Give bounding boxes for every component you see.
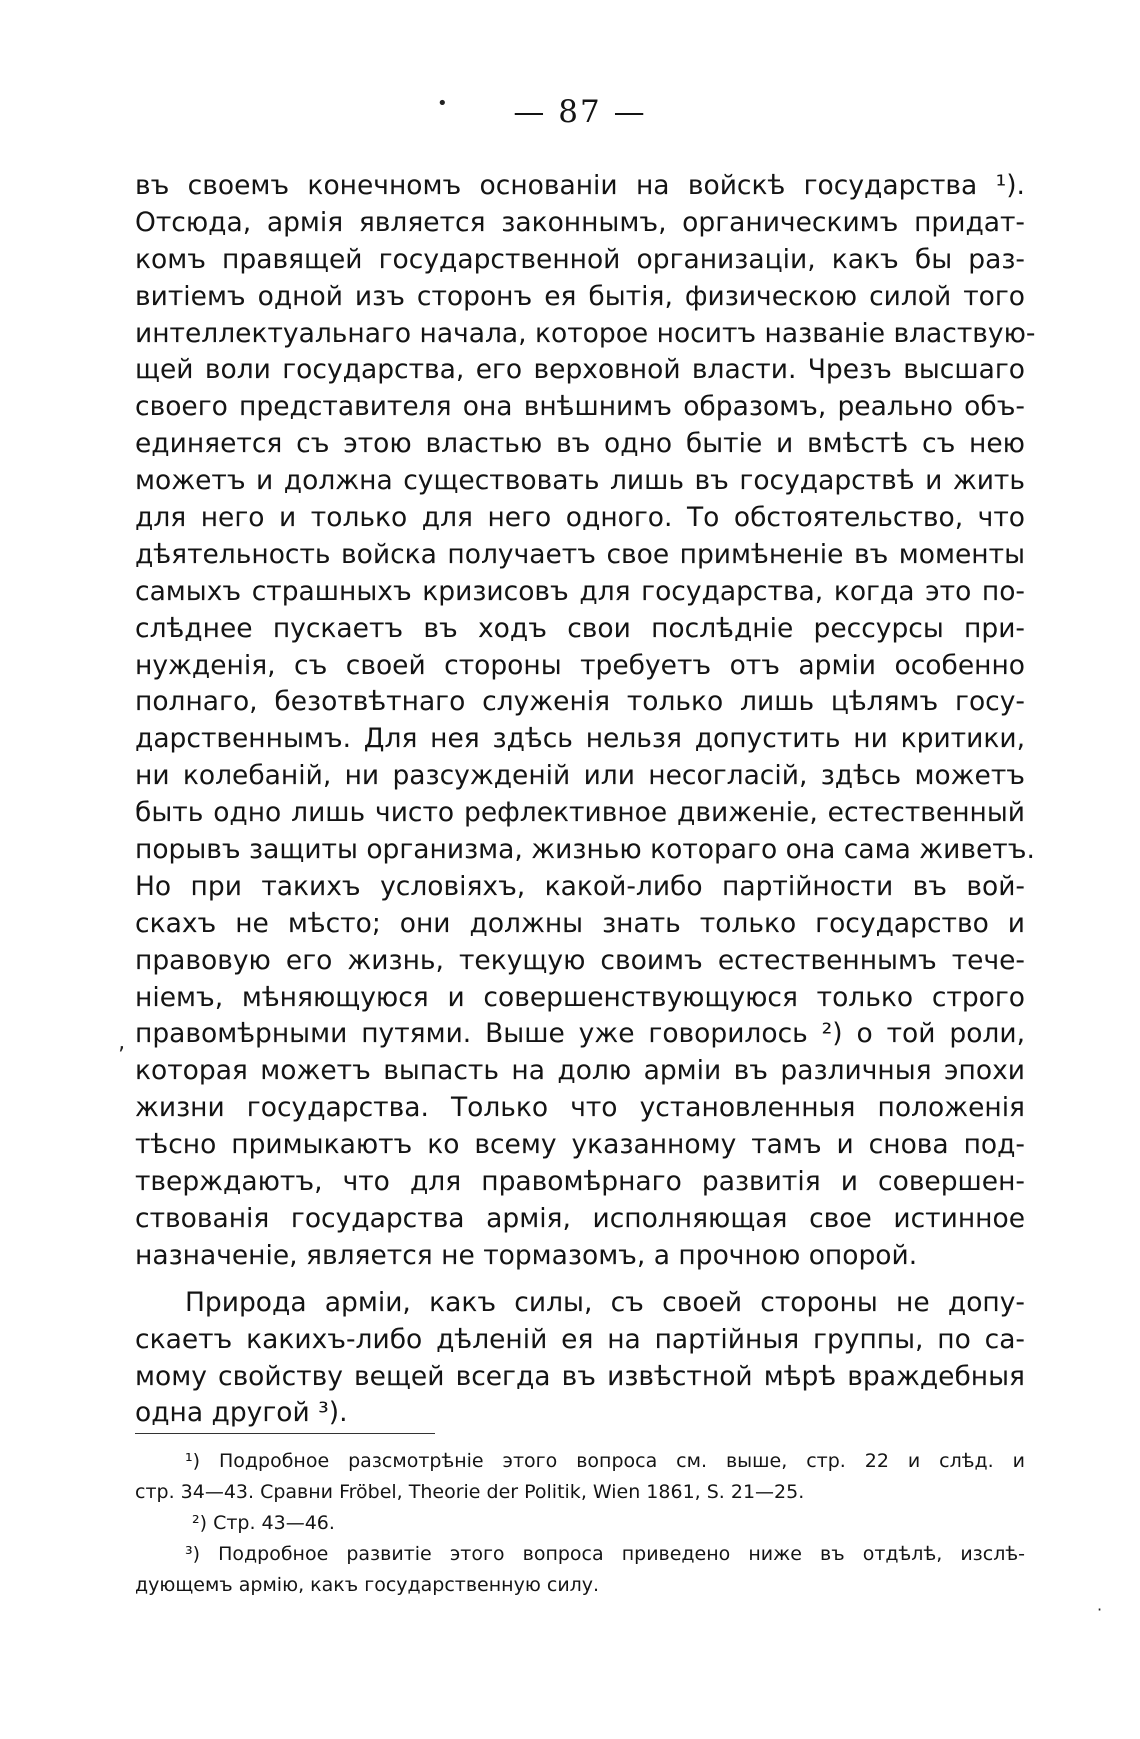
text-line: порывъ защиты организма, жизнью котораго она сама живетъ. bbox=[135, 834, 1035, 866]
paragraph-gap bbox=[135, 1275, 1025, 1285]
text-line: слѣднее пускаетъ въ ходъ свои послѣдніе рессурсы при- bbox=[135, 612, 1025, 644]
footnote-line: ³) Подробное развитіе этого вопроса приведено ниже въ отдѣлѣ, изслѣ- bbox=[185, 1543, 1025, 1565]
margin-dot-mark: · bbox=[1097, 1600, 1103, 1619]
text-line: одна другой ³). bbox=[135, 1397, 348, 1429]
footnote-line: ¹) Подробное разсмотрѣніе этого вопроса см. выше, стр. 22 и слѣд. и bbox=[185, 1450, 1025, 1472]
paragraph-1 bbox=[135, 168, 1036, 1275]
text-line: быть одно лишь чисто рефлективное движеніе, естественный bbox=[135, 797, 1025, 829]
text-line: правомѣрными путями. Выше уже говорилось ²) о той роли, bbox=[135, 1018, 1025, 1050]
page-number: — 87 — bbox=[513, 94, 647, 130]
text-line: назначеніе, является не тормазомъ, а прочною опорой. bbox=[135, 1239, 918, 1271]
text-line: можетъ и должна существовать лишь въ государствѣ и жить bbox=[135, 465, 1025, 497]
footnote-line: ²) Стр. 43—46. bbox=[192, 1512, 335, 1534]
footnote-line: стр. 34—43. Сравни Fröbel, Theorie der Politik, Wien 1861, S. 21—25. bbox=[135, 1481, 805, 1503]
text-line: которая можетъ выпасть на долю арміи въ различныя эпохи bbox=[135, 1055, 1025, 1087]
footnote-line: дующемъ армію, какъ государственную силу. bbox=[135, 1574, 600, 1596]
text-line: жизни государства. Только что установленныя положенія bbox=[135, 1092, 1025, 1124]
text-line: своего представителя она внѣшнимъ образомъ, реально объ- bbox=[135, 391, 1025, 423]
footnotes bbox=[135, 1446, 1025, 1601]
text-line: полнаго, безотвѣтнаго служенія только лишь цѣлямъ госу- bbox=[135, 686, 1025, 718]
text-line: самыхъ страшныхъ кризисовъ для государства, когда это по- bbox=[135, 575, 1025, 607]
text-line: мому свойству вещей всегда въ извѣстной мѣрѣ враждебныя bbox=[135, 1360, 1025, 1392]
text-line: скахъ не мѣсто; они должны знать только государство и bbox=[135, 907, 1025, 939]
main-text bbox=[135, 168, 1036, 1432]
text-line: интеллектуальнаго начала, которое носитъ названіе властвую- bbox=[135, 317, 1036, 349]
text-line: скаетъ какихъ-либо дѣленій ея на партійныя группы, по са- bbox=[135, 1323, 1025, 1355]
text-line: дарственнымъ. Для нея здѣсь нельзя допустить ни критики, bbox=[135, 723, 1025, 755]
ink-dot-mark: • bbox=[437, 93, 448, 114]
margin-tick-mark: ‚ bbox=[118, 1030, 125, 1055]
text-line: тверждаютъ, что для правомѣрнаго развитія и совершен- bbox=[135, 1166, 1025, 1198]
text-line: Отсюда, армія является законнымъ, органическимъ придат- bbox=[135, 206, 1025, 238]
text-line: Природа арміи, какъ силы, съ своей стороны не допу- bbox=[185, 1286, 1025, 1318]
footnote-divider bbox=[135, 1433, 435, 1434]
text-line: щей воли государства, его верховной власти. Чрезъ высшаго bbox=[135, 354, 1025, 386]
text-line: ни колебаній, ни разсужденій или несогласій, здѣсь можетъ bbox=[135, 760, 1025, 792]
text-line: витіемъ одной изъ сторонъ ея бытія, физическою силой того bbox=[135, 280, 1025, 312]
text-line: единяется съ этою властью въ одно бытіе и вмѣстѣ съ нею bbox=[135, 428, 1025, 460]
text-line: дѣятельность войска получаетъ свое примѣненіе въ моменты bbox=[135, 538, 1025, 570]
text-line: тѣсно примыкаютъ ко всему указанному тамъ и снова под- bbox=[135, 1129, 1025, 1161]
text-line: комъ правящей государственной организаціи, какъ бы раз- bbox=[135, 243, 1025, 275]
paragraph-2 bbox=[135, 1285, 1025, 1433]
text-line: нужденія, съ своей стороны требуетъ отъ арміи особенно bbox=[135, 649, 1025, 681]
text-line: ствованія государства армія, исполняющая свое истинное bbox=[135, 1202, 1025, 1234]
text-line: ніемъ, мѣняющуюся и совершенствующуюся только строго bbox=[135, 981, 1025, 1013]
text-line: Но при такихъ условіяхъ, какой-либо партійности въ вой- bbox=[135, 870, 1025, 902]
book-page bbox=[135, 0, 1036, 1739]
text-line: въ своемъ конечномъ основаніи на войскѣ государства ¹). bbox=[135, 170, 1025, 201]
text-line: правовую его жизнь, текущую своимъ естественнымъ тече- bbox=[135, 944, 1025, 976]
text-line: для него и только для него одного. То обстоятельство, что bbox=[135, 502, 1025, 534]
